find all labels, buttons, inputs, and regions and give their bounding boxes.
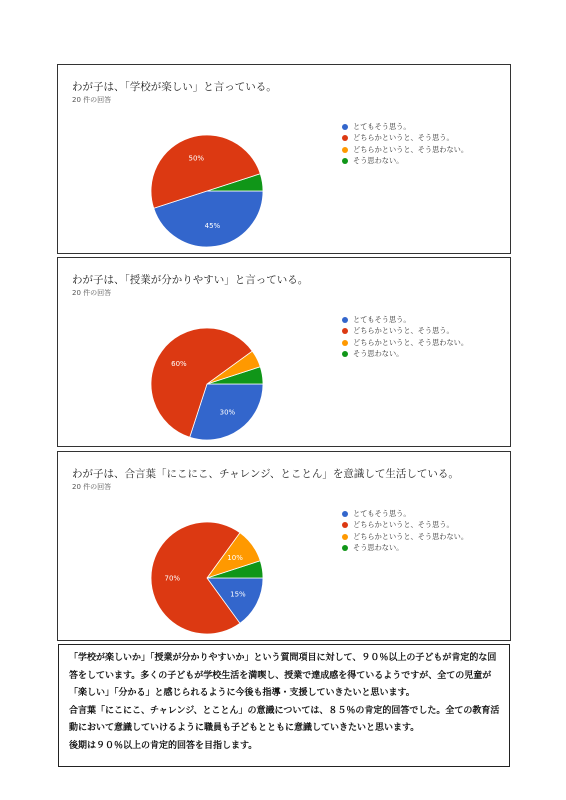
legend-swatch [342,158,348,164]
slice-data-label: 60% [171,360,187,369]
slice-data-label: 70% [164,574,181,583]
legend-swatch [342,534,348,540]
response-count: 20 件の回答 [72,289,112,297]
response-count: 20 件の回答 [72,483,112,491]
legend-item [342,144,468,156]
legend [342,314,468,360]
legend-item [342,531,468,543]
legend-swatch [342,328,348,334]
slice-data-label: 10% [227,554,243,563]
summary-paragraph: 合言葉「にこにこ、チャレンジ、とことん」の意識については、８５％の肯定的回答でした。全ての教育活動において意識していけるように職員も子どもとともに意識していきたいと思います。 [69,705,500,733]
legend-label: とてもそう思う。 [353,121,411,131]
chart-panel-2 [57,257,511,447]
slice-data-label: 30% [219,408,236,417]
legend-item [342,520,468,532]
legend-item [342,156,468,168]
chart-title: わが子は、「授業が分かりやすい」と言っている。 [72,274,309,286]
legend-swatch [342,124,348,130]
legend-item [342,326,468,338]
legend-swatch [342,522,348,528]
legend-label: どちらかというと、そう思う。 [353,133,454,143]
legend-label: どちらかというと、そう思わない。 [353,337,469,347]
legend-item [342,133,468,145]
legend-swatch [342,317,348,323]
chart-panel-1 [57,64,511,254]
legend-label: どちらかというと、そう思う。 [353,520,454,530]
legend-swatch [342,511,348,517]
legend [342,121,468,167]
summary-paragraph: 後期は９０％以上の肯定的回答を目指します。 [69,740,258,751]
chart-title: わが子は、合言葉「にこにこ、チャレンジ、とことん」を意識して生活している。 [72,468,459,480]
legend-item [342,337,468,349]
legend-label: そう思わない。 [353,156,404,166]
legend-label: そう思わない。 [353,349,404,359]
legend-label: どちらかというと、そう思わない。 [353,531,469,541]
summary-paragraph: 「学校が楽しいか」「授業が分かりやすいか」という質問項目に対して、９０％以上の子どもが肯定的な回答をしています。多くの子どもが学校生活を満喫し、授業で達成感を得ているようですが、全ての児童が「楽しい」「分かる」と感じられるように今後も指導・支援していきたいと思います。 [69,653,497,698]
response-count: 20 件の回答 [72,96,112,104]
summary-box [58,644,510,767]
slice-data-label: 45% [204,221,221,230]
legend-swatch [342,147,348,153]
legend-item [342,543,468,555]
legend-swatch [342,135,348,141]
legend-swatch [342,340,348,346]
legend-item [342,349,468,361]
legend-swatch [342,545,348,551]
legend-label: そう思わない。 [353,543,404,553]
legend-item [342,314,468,326]
legend [342,508,468,554]
legend-label: どちらかというと、そう思う。 [353,326,454,336]
legend-label: どちらかというと、そう思わない。 [353,144,469,154]
legend-swatch [342,351,348,357]
slice-data-label: 50% [188,154,205,163]
legend-label: とてもそう思う。 [353,508,411,518]
legend-item [342,121,468,133]
legend-item [342,508,468,520]
chart-title: わが子は、「学校が楽しい」と言っている。 [72,81,277,93]
chart-panel-3 [57,451,511,641]
slice-data-label: 15% [230,590,246,599]
legend-label: とてもそう思う。 [353,314,411,324]
